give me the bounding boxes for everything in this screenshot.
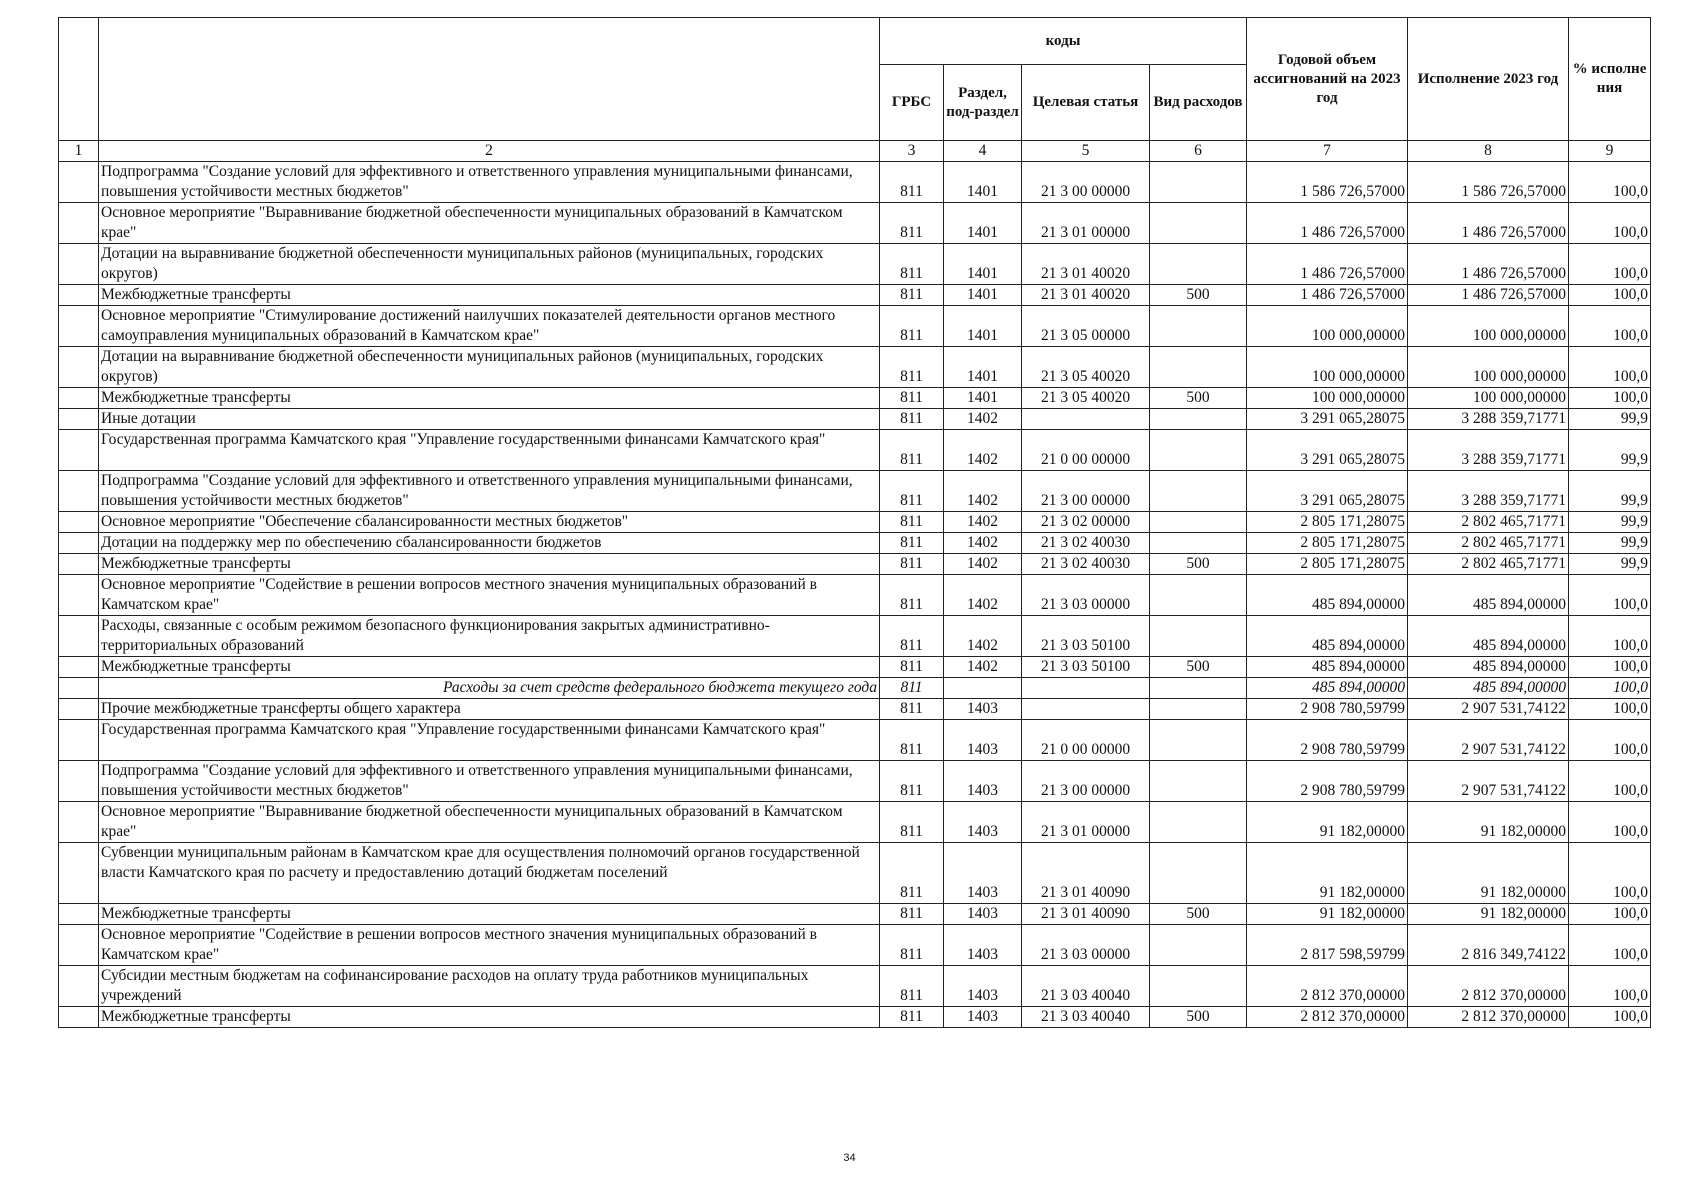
row-name: Иные дотации bbox=[99, 409, 880, 430]
row-type bbox=[1150, 802, 1247, 843]
row-section: 1403 bbox=[944, 925, 1022, 966]
row-number-cell bbox=[59, 678, 99, 699]
row-section: 1401 bbox=[944, 388, 1022, 409]
row-name: Основное мероприятие "Стимулирование достижений наилучших показателей деятельности органов местного самоуправления муниципальных образований в Камчатском крае" bbox=[99, 306, 880, 347]
table-row bbox=[59, 244, 1651, 285]
row-type bbox=[1150, 761, 1247, 802]
row-grbs: 811 bbox=[880, 285, 944, 306]
row-grbs: 811 bbox=[880, 802, 944, 843]
row-section: 1403 bbox=[944, 761, 1022, 802]
row-section: 1403 bbox=[944, 699, 1022, 720]
table-row bbox=[59, 575, 1651, 616]
row-plan: 2 805 171,28075 bbox=[1247, 512, 1408, 533]
row-grbs: 811 bbox=[880, 925, 944, 966]
row-type bbox=[1150, 471, 1247, 512]
table-row bbox=[59, 904, 1651, 925]
table-row bbox=[59, 616, 1651, 657]
row-number-cell bbox=[59, 657, 99, 678]
row-plan: 2 812 370,00000 bbox=[1247, 966, 1408, 1007]
row-plan: 91 182,00000 bbox=[1247, 904, 1408, 925]
row-section: 1402 bbox=[944, 616, 1022, 657]
row-article: 21 3 01 40020 bbox=[1022, 285, 1150, 306]
row-pct: 100,0 bbox=[1569, 678, 1651, 699]
header-section: Раздел, под-раздел bbox=[944, 65, 1022, 141]
table-row bbox=[59, 285, 1651, 306]
header-percent: % исполне ния bbox=[1569, 18, 1651, 141]
col-index: 4 bbox=[944, 141, 1022, 162]
row-name: Межбюджетные трансферты bbox=[99, 388, 880, 409]
row-number-cell bbox=[59, 904, 99, 925]
row-number-cell bbox=[59, 409, 99, 430]
row-exec: 2 812 370,00000 bbox=[1408, 1007, 1569, 1028]
row-name: Субсидии местным бюджетам на софинансирование расходов на оплату труда работников муниципальных учреждений bbox=[99, 966, 880, 1007]
row-grbs: 811 bbox=[880, 162, 944, 203]
row-section: 1402 bbox=[944, 575, 1022, 616]
row-name: Дотации на выравнивание бюджетной обеспеченности муниципальных районов (муниципальных, городских округов) bbox=[99, 347, 880, 388]
row-section: 1403 bbox=[944, 966, 1022, 1007]
table-row bbox=[59, 388, 1651, 409]
row-name: Расходы, связанные с особым режимом безопасного функционирования закрытых административно-территориальных образований bbox=[99, 616, 880, 657]
row-name: Основное мероприятие "Содействие в решении вопросов местного значения муниципальных образований в Камчатском крае" bbox=[99, 925, 880, 966]
row-plan: 100 000,00000 bbox=[1247, 306, 1408, 347]
row-article: 21 3 03 40040 bbox=[1022, 966, 1150, 1007]
row-section: 1401 bbox=[944, 285, 1022, 306]
row-number-cell bbox=[59, 1007, 99, 1028]
row-exec: 2 802 465,71771 bbox=[1408, 554, 1569, 575]
row-number-cell bbox=[59, 347, 99, 388]
row-pct: 100,0 bbox=[1569, 162, 1651, 203]
table-row bbox=[59, 802, 1651, 843]
row-type bbox=[1150, 843, 1247, 904]
row-exec: 91 182,00000 bbox=[1408, 802, 1569, 843]
row-plan: 2 817 598,59799 bbox=[1247, 925, 1408, 966]
row-name: Расходы за счет средств федерального бюджета текущего года bbox=[99, 678, 880, 699]
row-plan: 2 805 171,28075 bbox=[1247, 533, 1408, 554]
row-type bbox=[1150, 306, 1247, 347]
row-number-cell bbox=[59, 554, 99, 575]
row-number-cell bbox=[59, 512, 99, 533]
row-plan: 2 908 780,59799 bbox=[1247, 720, 1408, 761]
row-type bbox=[1150, 512, 1247, 533]
header-expense-type: Вид расходов bbox=[1150, 65, 1247, 141]
row-article: 21 3 00 00000 bbox=[1022, 162, 1150, 203]
row-article: 21 3 05 40020 bbox=[1022, 388, 1150, 409]
row-number-cell bbox=[59, 430, 99, 471]
row-exec: 91 182,00000 bbox=[1408, 843, 1569, 904]
row-name: Межбюджетные трансферты bbox=[99, 1007, 880, 1028]
table-row bbox=[59, 409, 1651, 430]
row-article: 21 3 00 00000 bbox=[1022, 761, 1150, 802]
row-exec: 3 288 359,71771 bbox=[1408, 409, 1569, 430]
header-codes: коды bbox=[880, 18, 1247, 65]
row-pct: 100,0 bbox=[1569, 802, 1651, 843]
row-grbs: 811 bbox=[880, 657, 944, 678]
col-index: 2 bbox=[99, 141, 880, 162]
row-name: Подпрограмма "Создание условий для эффективного и ответственного управления муниципальными финансами, повышения устойчивости местных бюджетов" bbox=[99, 761, 880, 802]
row-name: Государственная программа Камчатского края "Управление государственными финансами Камчатского края" bbox=[99, 430, 880, 471]
row-grbs: 811 bbox=[880, 699, 944, 720]
row-exec: 3 288 359,71771 bbox=[1408, 430, 1569, 471]
row-type bbox=[1150, 430, 1247, 471]
row-grbs: 811 bbox=[880, 512, 944, 533]
row-number-cell bbox=[59, 162, 99, 203]
row-plan: 100 000,00000 bbox=[1247, 347, 1408, 388]
row-grbs: 811 bbox=[880, 761, 944, 802]
row-name: Основное мероприятие "Выравнивание бюджетной обеспеченности муниципальных образований в Камчатском крае" bbox=[99, 203, 880, 244]
row-article: 21 3 01 40090 bbox=[1022, 904, 1150, 925]
row-pct: 100,0 bbox=[1569, 904, 1651, 925]
row-plan: 485 894,00000 bbox=[1247, 657, 1408, 678]
row-name: Основное мероприятие "Обеспечение сбалансированности местных бюджетов" bbox=[99, 512, 880, 533]
row-number-cell bbox=[59, 616, 99, 657]
row-section: 1402 bbox=[944, 533, 1022, 554]
row-type bbox=[1150, 575, 1247, 616]
table-row bbox=[59, 471, 1651, 512]
row-plan: 485 894,00000 bbox=[1247, 616, 1408, 657]
row-pct: 99,9 bbox=[1569, 409, 1651, 430]
row-plan: 2 812 370,00000 bbox=[1247, 1007, 1408, 1028]
row-plan: 3 291 065,28075 bbox=[1247, 409, 1408, 430]
col-index: 7 bbox=[1247, 141, 1408, 162]
row-exec: 485 894,00000 bbox=[1408, 678, 1569, 699]
row-type bbox=[1150, 347, 1247, 388]
table-row bbox=[59, 925, 1651, 966]
row-type bbox=[1150, 203, 1247, 244]
row-number-cell bbox=[59, 699, 99, 720]
row-article: 21 3 02 40030 bbox=[1022, 554, 1150, 575]
row-section: 1402 bbox=[944, 471, 1022, 512]
row-section: 1402 bbox=[944, 430, 1022, 471]
row-exec: 100 000,00000 bbox=[1408, 388, 1569, 409]
row-pct: 100,0 bbox=[1569, 966, 1651, 1007]
row-article: 21 3 02 40030 bbox=[1022, 533, 1150, 554]
table-row bbox=[59, 554, 1651, 575]
row-pct: 99,9 bbox=[1569, 554, 1651, 575]
row-section: 1402 bbox=[944, 657, 1022, 678]
row-pct: 100,0 bbox=[1569, 616, 1651, 657]
row-type: 500 bbox=[1150, 388, 1247, 409]
row-name: Подпрограмма "Создание условий для эффективного и ответственного управления муниципальными финансами, повышения устойчивости местных бюджетов" bbox=[99, 162, 880, 203]
row-exec: 100 000,00000 bbox=[1408, 347, 1569, 388]
page-number: 34 bbox=[843, 1152, 856, 1164]
row-grbs: 811 bbox=[880, 575, 944, 616]
row-grbs: 811 bbox=[880, 388, 944, 409]
row-type bbox=[1150, 966, 1247, 1007]
row-plan: 485 894,00000 bbox=[1247, 575, 1408, 616]
row-section: 1403 bbox=[944, 843, 1022, 904]
table-row bbox=[59, 533, 1651, 554]
row-section: 1401 bbox=[944, 162, 1022, 203]
col-index: 6 bbox=[1150, 141, 1247, 162]
table-row bbox=[59, 657, 1651, 678]
row-grbs: 811 bbox=[880, 430, 944, 471]
row-section: 1403 bbox=[944, 720, 1022, 761]
row-pct: 99,9 bbox=[1569, 430, 1651, 471]
row-section: 1402 bbox=[944, 409, 1022, 430]
table-row bbox=[59, 843, 1651, 904]
header-blank-name bbox=[99, 18, 880, 141]
row-exec: 2 907 531,74122 bbox=[1408, 761, 1569, 802]
row-article: 21 3 03 00000 bbox=[1022, 575, 1150, 616]
row-exec: 1 486 726,57000 bbox=[1408, 203, 1569, 244]
row-number-cell bbox=[59, 925, 99, 966]
row-name: Межбюджетные трансферты bbox=[99, 554, 880, 575]
row-article: 21 3 02 00000 bbox=[1022, 512, 1150, 533]
row-name: Дотации на поддержку мер по обеспечению сбалансированности бюджетов bbox=[99, 533, 880, 554]
row-article: 21 3 05 40020 bbox=[1022, 347, 1150, 388]
row-plan: 3 291 065,28075 bbox=[1247, 471, 1408, 512]
header-execution: Исполнение 2023 год bbox=[1408, 18, 1569, 141]
row-article: 21 3 03 50100 bbox=[1022, 616, 1150, 657]
row-type bbox=[1150, 409, 1247, 430]
row-exec: 2 816 349,74122 bbox=[1408, 925, 1569, 966]
table-row bbox=[59, 761, 1651, 802]
row-article: 21 3 05 00000 bbox=[1022, 306, 1150, 347]
row-article: 21 3 01 40020 bbox=[1022, 244, 1150, 285]
row-grbs: 811 bbox=[880, 904, 944, 925]
table-body bbox=[59, 162, 1651, 1028]
row-type: 500 bbox=[1150, 554, 1247, 575]
row-name: Подпрограмма "Создание условий для эффективного и ответственного управления муниципальными финансами, повышения устойчивости местных бюджетов" bbox=[99, 471, 880, 512]
row-type: 500 bbox=[1150, 657, 1247, 678]
row-number-cell bbox=[59, 306, 99, 347]
row-pct: 100,0 bbox=[1569, 306, 1651, 347]
row-name: Основное мероприятие "Содействие в решении вопросов местного значения муниципальных образований в Камчатском крае" bbox=[99, 575, 880, 616]
row-number-cell bbox=[59, 802, 99, 843]
row-article: 21 3 01 00000 bbox=[1022, 203, 1150, 244]
row-exec: 1 586 726,57000 bbox=[1408, 162, 1569, 203]
row-number-cell bbox=[59, 285, 99, 306]
row-article bbox=[1022, 699, 1150, 720]
row-name: Субвенции муниципальным районам в Камчатском крае для осуществления полномочий органов государственной власти Камчатского края по расчету и предоставлению дотаций бюджетам поселений bbox=[99, 843, 880, 904]
table-row bbox=[59, 203, 1651, 244]
row-grbs: 811 bbox=[880, 203, 944, 244]
row-type: 500 bbox=[1150, 904, 1247, 925]
row-grbs: 811 bbox=[880, 554, 944, 575]
row-pct: 99,9 bbox=[1569, 512, 1651, 533]
row-grbs: 811 bbox=[880, 1007, 944, 1028]
row-article: 21 0 00 00000 bbox=[1022, 720, 1150, 761]
row-type bbox=[1150, 533, 1247, 554]
row-pct: 100,0 bbox=[1569, 347, 1651, 388]
row-section: 1403 bbox=[944, 904, 1022, 925]
row-exec: 2 802 465,71771 bbox=[1408, 533, 1569, 554]
header-grbs: ГРБС bbox=[880, 65, 944, 141]
col-index: 5 bbox=[1022, 141, 1150, 162]
header-target-article: Целевая статья bbox=[1022, 65, 1150, 141]
col-index: 8 bbox=[1408, 141, 1569, 162]
row-name: Межбюджетные трансферты bbox=[99, 904, 880, 925]
row-grbs: 811 bbox=[880, 720, 944, 761]
row-pct: 100,0 bbox=[1569, 203, 1651, 244]
header-annual-volume: Годовой объем ассигнований на 2023 год bbox=[1247, 18, 1408, 141]
row-article: 21 3 01 40090 bbox=[1022, 843, 1150, 904]
row-grbs: 811 bbox=[880, 306, 944, 347]
table-row bbox=[59, 678, 1651, 699]
row-type bbox=[1150, 678, 1247, 699]
table-row bbox=[59, 1007, 1651, 1028]
row-type bbox=[1150, 162, 1247, 203]
col-index: 9 bbox=[1569, 141, 1651, 162]
row-grbs: 811 bbox=[880, 347, 944, 388]
row-plan: 1 486 726,57000 bbox=[1247, 203, 1408, 244]
table-row bbox=[59, 699, 1651, 720]
row-pct: 100,0 bbox=[1569, 657, 1651, 678]
row-name: Межбюджетные трансферты bbox=[99, 657, 880, 678]
row-number-cell bbox=[59, 966, 99, 1007]
row-grbs: 811 bbox=[880, 678, 944, 699]
row-article: 21 3 03 00000 bbox=[1022, 925, 1150, 966]
row-article: 21 3 03 40040 bbox=[1022, 1007, 1150, 1028]
row-plan: 91 182,00000 bbox=[1247, 802, 1408, 843]
row-type bbox=[1150, 699, 1247, 720]
row-plan: 2 908 780,59799 bbox=[1247, 699, 1408, 720]
row-pct: 100,0 bbox=[1569, 285, 1651, 306]
row-type bbox=[1150, 244, 1247, 285]
row-grbs: 811 bbox=[880, 533, 944, 554]
row-section bbox=[944, 678, 1022, 699]
row-section: 1401 bbox=[944, 347, 1022, 388]
row-exec: 2 802 465,71771 bbox=[1408, 512, 1569, 533]
row-type: 500 bbox=[1150, 1007, 1247, 1028]
table-row bbox=[59, 162, 1651, 203]
col-index: 3 bbox=[880, 141, 944, 162]
row-section: 1402 bbox=[944, 512, 1022, 533]
row-pct: 100,0 bbox=[1569, 843, 1651, 904]
row-grbs: 811 bbox=[880, 409, 944, 430]
table-row bbox=[59, 306, 1651, 347]
table-header bbox=[59, 18, 1651, 162]
row-grbs: 811 bbox=[880, 471, 944, 512]
row-number-cell bbox=[59, 843, 99, 904]
row-article bbox=[1022, 678, 1150, 699]
row-exec: 91 182,00000 bbox=[1408, 904, 1569, 925]
row-article bbox=[1022, 409, 1150, 430]
row-exec: 3 288 359,71771 bbox=[1408, 471, 1569, 512]
row-exec: 1 486 726,57000 bbox=[1408, 244, 1569, 285]
table-row bbox=[59, 430, 1651, 471]
row-pct: 100,0 bbox=[1569, 575, 1651, 616]
row-type: 500 bbox=[1150, 285, 1247, 306]
row-plan: 1 486 726,57000 bbox=[1247, 285, 1408, 306]
row-name: Межбюджетные трансферты bbox=[99, 285, 880, 306]
row-article: 21 3 03 50100 bbox=[1022, 657, 1150, 678]
row-exec: 2 812 370,00000 bbox=[1408, 966, 1569, 1007]
row-grbs: 811 bbox=[880, 616, 944, 657]
row-number-cell bbox=[59, 533, 99, 554]
row-number-cell bbox=[59, 244, 99, 285]
row-exec: 2 907 531,74122 bbox=[1408, 699, 1569, 720]
row-name: Государственная программа Камчатского края "Управление государственными финансами Камчатского края" bbox=[99, 720, 880, 761]
column-index-row bbox=[59, 141, 1651, 162]
row-plan: 3 291 065,28075 bbox=[1247, 430, 1408, 471]
row-plan: 1 586 726,57000 bbox=[1247, 162, 1408, 203]
row-article: 21 0 00 00000 bbox=[1022, 430, 1150, 471]
row-plan: 91 182,00000 bbox=[1247, 843, 1408, 904]
row-number-cell bbox=[59, 575, 99, 616]
row-plan: 485 894,00000 bbox=[1247, 678, 1408, 699]
row-pct: 100,0 bbox=[1569, 699, 1651, 720]
row-name: Прочие межбюджетные трансферты общего характера bbox=[99, 699, 880, 720]
row-article: 21 3 01 00000 bbox=[1022, 802, 1150, 843]
row-section: 1403 bbox=[944, 802, 1022, 843]
row-name: Основное мероприятие "Выравнивание бюджетной обеспеченности муниципальных образований в Камчатском крае" bbox=[99, 802, 880, 843]
row-pct: 100,0 bbox=[1569, 925, 1651, 966]
row-type bbox=[1150, 616, 1247, 657]
table-row bbox=[59, 347, 1651, 388]
row-section: 1402 bbox=[944, 554, 1022, 575]
row-number-cell bbox=[59, 203, 99, 244]
row-grbs: 811 bbox=[880, 843, 944, 904]
table-row bbox=[59, 512, 1651, 533]
row-exec: 485 894,00000 bbox=[1408, 575, 1569, 616]
row-pct: 100,0 bbox=[1569, 720, 1651, 761]
row-section: 1401 bbox=[944, 244, 1022, 285]
col-index: 1 bbox=[59, 141, 99, 162]
table-row bbox=[59, 720, 1651, 761]
row-plan: 1 486 726,57000 bbox=[1247, 244, 1408, 285]
row-pct: 100,0 bbox=[1569, 244, 1651, 285]
row-exec: 485 894,00000 bbox=[1408, 616, 1569, 657]
row-pct: 99,9 bbox=[1569, 471, 1651, 512]
row-name: Дотации на выравнивание бюджетной обеспеченности муниципальных районов (муниципальных, городских округов) bbox=[99, 244, 880, 285]
row-exec: 1 486 726,57000 bbox=[1408, 285, 1569, 306]
row-plan: 2 805 171,28075 bbox=[1247, 554, 1408, 575]
row-article: 21 3 00 00000 bbox=[1022, 471, 1150, 512]
row-type bbox=[1150, 720, 1247, 761]
row-grbs: 811 bbox=[880, 966, 944, 1007]
row-pct: 100,0 bbox=[1569, 388, 1651, 409]
row-exec: 485 894,00000 bbox=[1408, 657, 1569, 678]
row-number-cell bbox=[59, 388, 99, 409]
row-section: 1401 bbox=[944, 203, 1022, 244]
row-exec: 100 000,00000 bbox=[1408, 306, 1569, 347]
row-number-cell bbox=[59, 471, 99, 512]
row-pct: 100,0 bbox=[1569, 1007, 1651, 1028]
row-number-cell bbox=[59, 720, 99, 761]
row-plan: 2 908 780,59799 bbox=[1247, 761, 1408, 802]
header-blank-num bbox=[59, 18, 99, 141]
row-plan: 100 000,00000 bbox=[1247, 388, 1408, 409]
row-grbs: 811 bbox=[880, 244, 944, 285]
table-row bbox=[59, 966, 1651, 1007]
row-section: 1401 bbox=[944, 306, 1022, 347]
row-section: 1403 bbox=[944, 1007, 1022, 1028]
row-pct: 100,0 bbox=[1569, 761, 1651, 802]
row-number-cell bbox=[59, 761, 99, 802]
row-type bbox=[1150, 925, 1247, 966]
row-pct: 99,9 bbox=[1569, 533, 1651, 554]
row-exec: 2 907 531,74122 bbox=[1408, 720, 1569, 761]
budget-table bbox=[58, 17, 1651, 1028]
